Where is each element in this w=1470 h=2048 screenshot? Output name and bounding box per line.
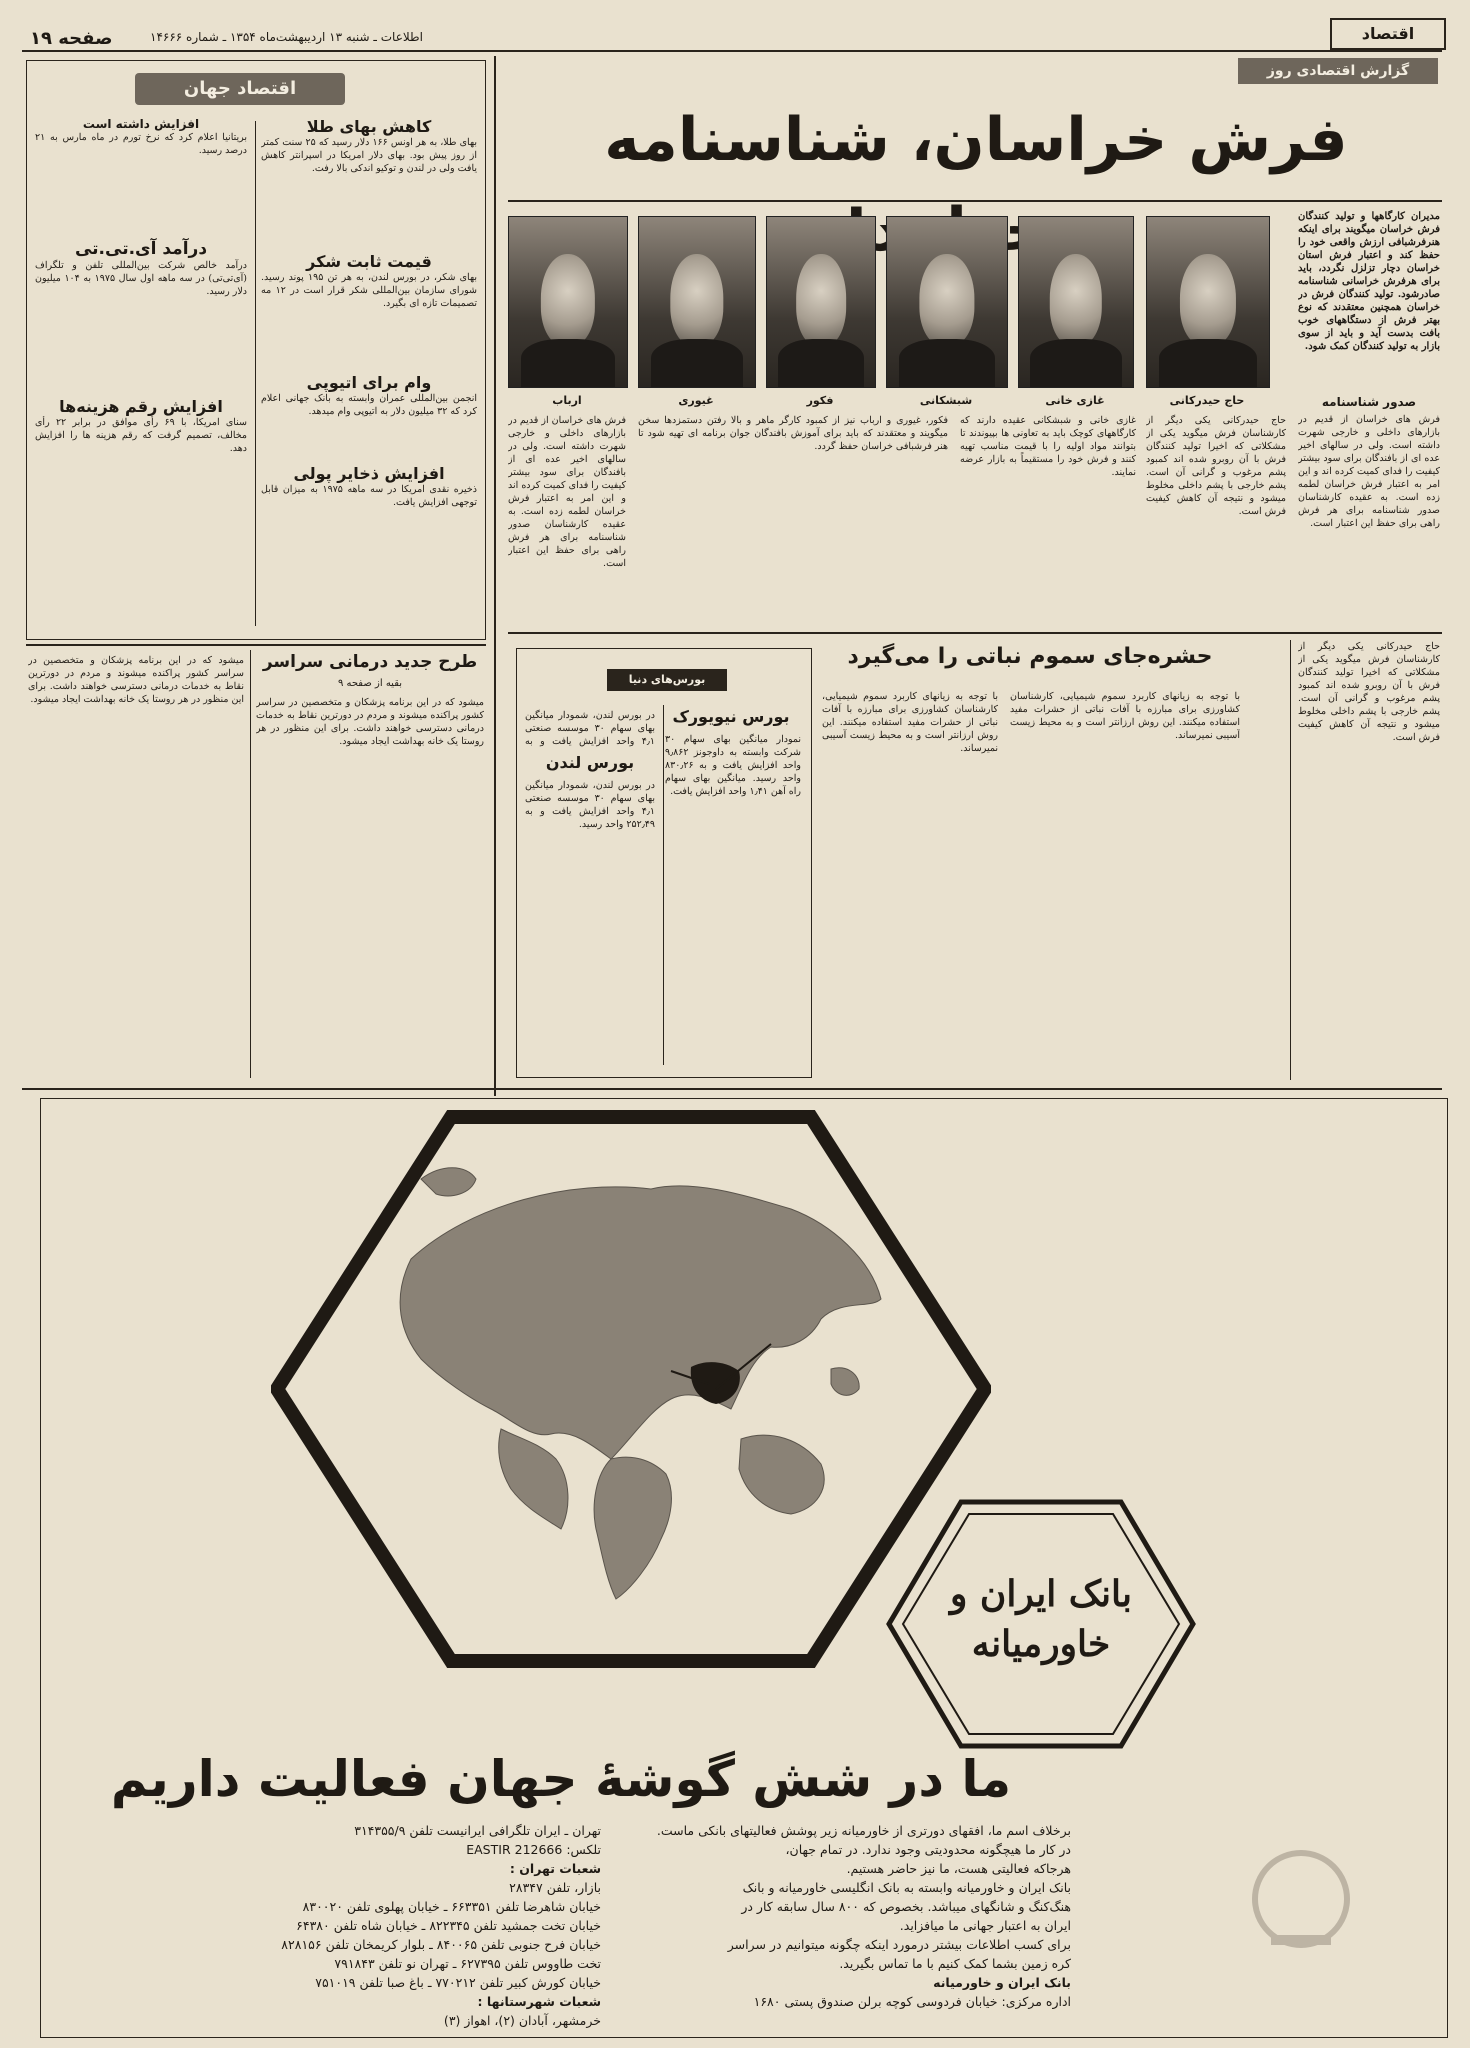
bourse-london-title: بورس لندن [545, 753, 635, 772]
main-intro: مدیران کارگاهها و تولید کنندگان فرش خراسان میگویند برای اینکه هنرفرشبافی ارزش واقعی خود را حفظ کند و اعتبار فرش استان خراسان دچار تزلزل نگردد، باید برای هرفرش خراسانی شناسنامه صادرشود. تولید کنندگان فرش در خراسان همچنین معتقدند که نوع بهتر فرش از دستگاههای خوب بافت بدست آید و باید از سوی بازار به تولید کنندگان کمک شود. [1298, 211, 1440, 352]
ad-tehran-title: شعبات تهران : [509, 1861, 601, 1876]
item-head: افزایش رقم هزینه‌ها [59, 397, 223, 416]
ad-copy-line: هنگ‌کنگ و شانگهای میباشد. بخصوص که ۸۰۰ سال سابقه کار در [741, 1899, 1071, 1914]
ad-sign-name: بانک ایران و خاورمیانه [933, 1975, 1071, 1990]
main-col-right [1298, 395, 1440, 633]
photo-caption: حاج حیدرکانی [1169, 394, 1245, 407]
item-text: انجمن بین‌المللی عمران وابسته به بانک جهانی اعلام کرد که ۳۲ میلیون دلار به اتیوپی وام میدهد. [261, 393, 477, 417]
photo-caption: فکور [806, 394, 834, 407]
item-text: بهای طلا، به هر اونس ۱۶۶ دلار رسید که ۲۵ سنت کمتر از روز پیش بود. بهای دلار امریکا در اسپرانتر کاهش یافت ولی در لندن و توکیو اندکی بالا رفت. [261, 137, 477, 174]
portrait-photo [766, 216, 876, 388]
pest-body: با توجه به زیانهای کاربرد سموم شیمیایی، کارشناسان کشاورزی برای مبارزه با آفات نباتی از حشرات مفید استفاده میکنند. این روش ارزانتر است و به محیط زیست آسیبی نمیرساند. [1010, 691, 1240, 741]
treatment-body: میشود که در این برنامه پزشکان و متخصصین در سراسر کشور پراکنده میشوند و مردم در دورترین نقاط به خدمات درمانی دسترسی خواهند داشت. برای این منظور در هر روستا یک خانه بهداشت ایجاد میشود. [256, 697, 484, 747]
portrait-photo [1018, 216, 1134, 388]
column-divider [250, 650, 251, 1078]
ad-hq: تهران ـ ایران تلگرافی ایرانیست تلفن ۳۱۴۳۵۵/۹ [354, 1823, 601, 1838]
world-economy-box [26, 60, 486, 640]
body-text: حاج حیدرکانی یکی دیگر از کارشناسان فرش میگوید یکی از مشکلاتی که اخیرا تولید کنندگان فرش با آن روبرو شده اند کمبود پشم مرغوب و گرانی آن است. پشم خارجی با پشم داخلی مخلوط میشود و نتیجه آن کاهش کیفیت فرش است. [1146, 415, 1286, 517]
main-headline: فرش خراسان، شناسنامه [604, 105, 1348, 175]
main-continuation: حاج حیدرکانی یکی دیگر از کارشناسان فرش میگوید یکی از مشکلاتی که اخیرا تولید کنندگان فرش با آن روبرو شده اند کمبود پشم مرغوب و گرانی آن است. پشم خارجی با پشم داخلی مخلوط میشود و نتیجه آن کاهش کیفیت فرش است. [1298, 641, 1440, 743]
ad-copy-line: برای کسب اطلاعات بیشتر درمورد اینکه چگونه میتوانیم در سراسر [727, 1937, 1071, 1952]
subhead: صدور شناسنامه [1321, 395, 1417, 409]
photo-caption: شبشکانی [919, 394, 973, 407]
photo-caption: غیوری [678, 394, 714, 407]
item-head: کاهش بهای طلا [306, 117, 432, 136]
item-head: افزایش ذخایر پولی [293, 464, 445, 483]
main-kicker: گزارش اقتصادی روز [1238, 58, 1438, 84]
issue-line: اطلاعات ـ شنبه ۱۳ اردیبهشت‌ماه ۱۳۵۴ ـ شماره ۱۴۶۶۶ [150, 30, 423, 44]
ad-telex: تلکس: 212666 EASTIR [466, 1842, 601, 1857]
portrait-photo [508, 216, 628, 388]
bank-logo-text: بانک ایران و خاورمیانه [949, 1573, 1132, 1665]
bank-ad [40, 1098, 1448, 2038]
world-economy-left-col [35, 111, 247, 566]
ad-branch-line: خیابان تخت جمشید تلفن ۸۲۲۳۴۵ ـ خیابان شاه تلفن ۶۴۳۸۰ [296, 1918, 601, 1933]
pest-body: با توجه به زیانهای کاربرد سموم شیمیایی، کارشناسان کشاورزی برای مبارزه با آفات نباتی از حشرات مفید استفاده میکنند. این روش ارزانتر است و به محیط زیست آسیبی نمیرساند. [822, 691, 998, 754]
ad-branch-line: تخت طاووس تلفن ۶۲۷۳۹۵ ـ تهران نو تلفن ۷۹۱۸۴۳ [334, 1956, 601, 1971]
world-economy-title: اقتصاد جهان [135, 73, 345, 105]
bourse-box [516, 648, 812, 1078]
ad-provinces: خرمشهر، آبادان (۲)، اهواز (۳) [443, 2013, 601, 2028]
portrait-photo [886, 216, 1008, 388]
body-text: فرش های خراسان از قدیم در بازارهای داخلی و خارجی شهرت داشته است. ولی در سالهای اخیر عده ای از بافندگان برای سود بیشتر کیفیت را فدای کمیت کرده اند و این امر به اعتبار فرش خراسان لطمه زده است. به عقیده کارشناسان صدور شناسنامه برای هر فرش راهی برای حفظ این اعتبار است. [1298, 414, 1440, 529]
ad-branch-line: خیابان کورش کبیر تلفن ۷۷۰۲۱۲ ـ باغ صبا تلفن ۷۵۱۰۱۹ [315, 1975, 601, 1990]
ad-branch-line: بازار، تلفن ۲۸۳۴۷ [509, 1880, 601, 1895]
headline-rule [508, 200, 1442, 202]
item-text: بهای شکر، در بورس لندن، به هر تن ۱۹۵ پوند رسید. شورای سازمان بین‌المللی شکر قرار است در ۱۲ مه تصمیمات تازه ای بگیرد. [261, 272, 477, 309]
body-text: فرش های خراسان از قدیم در بازارهای داخلی و خارجی شهرت داشته است. ولی در سالهای اخیر عده ای از بافندگان برای سود بیشتر کیفیت را فدای کمیت کرده اند و این امر به اعتبار فرش خراسان لطمه زده است. به عقیده کارشناسان صدور شناسنامه برای هر فرش راهی برای حفظ این اعتبار است. [508, 415, 626, 569]
column-divider [1290, 640, 1291, 1080]
pest-headline: حشره‌جای سموم نباتی را می‌گیرد [847, 644, 1213, 669]
item-head: وام برای اتیوپی [306, 373, 432, 392]
header-rule [22, 50, 1442, 52]
portrait-photo [1146, 216, 1270, 388]
section-rule [26, 644, 486, 646]
ad-tagline: ما در شش گوشهٔ جهان فعالیت داریم [110, 1750, 1012, 1808]
ad-copy-line: ایران به اعتبار جهانی ما میافزاید. [899, 1918, 1071, 1933]
column-divider [255, 121, 256, 626]
bourse-london-text: در بورس لندن، شمودار میانگین بهای سهام ۳۰ موسسه صنعتی ۴٫۱ واحد افزایش یافت و به [525, 710, 655, 747]
ad-copy-line: بانک ایران و خاورمیانه وابسته به بانک انگلیسی خاورمیانه و بانک [742, 1880, 1071, 1895]
item-text: بریتانیا اعلام کرد که نرخ تورم در ماه مارس به ۲۱ درصد رسید. [35, 132, 247, 156]
item-head: قیمت ثابت شکر [306, 252, 432, 271]
body-text: فکور، غیوری و ارباب نیز از کمبود کارگر ماهر و بالا رفتن دستمزدها سخن میگویند و معتقدند که باید برای آموزش بافندگان جوان برنامه ای تهیه شود تا هنر فرشبافی خراسان حفظ گردد. [638, 415, 948, 452]
page-number: صفحه ۱۹ [30, 28, 113, 49]
item-head: درآمد آی.تی.تی [74, 239, 208, 259]
ad-sign-address: اداره مرکزی: خیابان فردوسی کوچه برلن صندوق پستی ۱۶۸۰ [753, 1994, 1071, 2009]
page-column-rule [494, 56, 496, 1096]
world-economy-right-col [261, 111, 477, 539]
portrait-photo [638, 216, 756, 388]
ad-top-rule [22, 1088, 1442, 1090]
ad-copy-line: برخلاف اسم ما، افقهای دورتری از خاورمیانه زیر پوشش فعالیتهای بانکی ماست. [656, 1823, 1071, 1838]
ad-copy-line: در کار ما هیچگونه محدودیتی وجود ندارد. در تمام جهان، [785, 1842, 1071, 1857]
ad-branch-line: خیابان شاهرضا تلفن ۶۶۳۳۵۱ ـ خیابان پهلوی تلفن ۸۳۰۰۲۰ [302, 1899, 601, 1914]
ad-copy-line: هرجاکه فعالیتی هست، ما نیز حاضر هستیم. [846, 1861, 1071, 1876]
bourse-london-text: در بورس لندن، شمودار میانگین بهای سهام ۳۰ موسسه صنعتی ۴٫۱ واحد افزایش یافت و به ۲۵۲٫۴۹ واحد رسید. [525, 780, 655, 830]
item-text: سنای امریکا، با ۶۹ رأی موافق در برابر ۲۲ رأی مخالف، تصمیم گرفت که رقم هزینه ها را افزایش دهد. [35, 417, 247, 454]
section-tag: اقتصاد [1330, 18, 1446, 50]
bourse-label: بورس‌های دنیا [607, 669, 727, 691]
treatment-continuation: بقیه از صفحه ۹ [337, 678, 403, 689]
item-head: افزایش داشته است [82, 117, 200, 131]
item-text: ذخیره نقدی امریکا در سه ماهه ۱۹۷۵ به میزان قابل توجهی افزایش یافت. [261, 484, 477, 508]
ad-decorative-mark [1241, 1839, 1361, 1959]
ad-copy-line: کره زمین بشما کمک کنیم با ما تماس بگیرید. [839, 1956, 1071, 1971]
treatment-body: میشود که در این برنامه پزشکان و متخصصین در سراسر کشور پراکنده میشوند و مردم در دورترین نقاط به خدمات درمانی دسترسی خواهند داشت. برای این منظور در هر روستا یک خانه بهداشت ایجاد میشود. [28, 655, 244, 705]
item-text: درآمد خالص شرکت بین‌المللی تلفن و تلگراف (آی‌تی‌تی) در سه ماهه اول سال ۱۹۷۵ به ۱۰۴ میلیون دلار رسید. [35, 260, 247, 297]
bourse-ny-title: بورس نیویورک [672, 707, 790, 726]
ad-province-title: شعبات شهرستانها : [477, 1994, 601, 2009]
section-rule [508, 632, 1442, 634]
ad-branches [81, 1821, 601, 2030]
photo-caption: غازی خانی [1045, 394, 1105, 407]
bourse-divider [663, 705, 664, 1065]
photo-caption: ارباب [552, 394, 582, 407]
treatment-headline: طرح جدید درمانی سراسر [262, 652, 478, 672]
body-text: غازی خانی و شبشکانی عقیده دارند که کارگاههای کوچک باید به تعاونی ها بپیوندند تا بتوانند مواد اولیه را با قیمت مناسب تهیه کنند و فرش خود را مستقیماً به بازار عرضه نمایند. [960, 415, 1136, 478]
ad-branch-line: خیابان فرح جنوبی تلفن ۸۴۰۰۶۵ ـ بلوار کریمخان تلفن ۸۲۸۱۵۶ [281, 1937, 601, 1952]
bourse-ny-text: نمودار میانگین بهای سهام ۳۰ شرکت وابسته به داوجونز ۹٫۸۶۲ واحد افزایش یافت و به ۸۳۰٫۲۶ واحد رسید. میانگین بهای سهام راه آهن ۱٫۴۱ واحد افزایش یافت. [665, 734, 801, 797]
ad-copy [631, 1821, 1071, 2011]
